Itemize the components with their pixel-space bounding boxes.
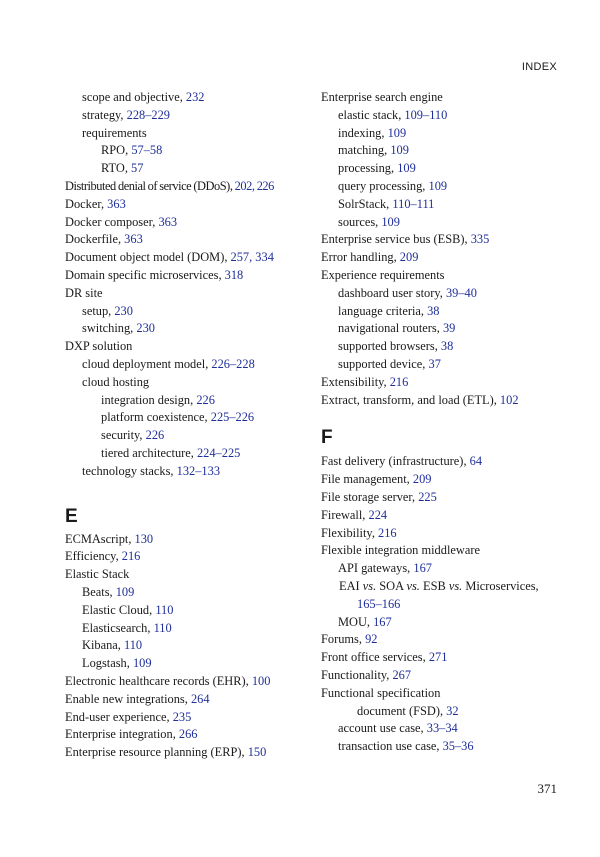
index-entry: Extensibility, 216 — [321, 374, 409, 389]
index-entry: Fast delivery (infrastructure), 64 — [321, 454, 483, 469]
page-link[interactable]: 109 — [387, 125, 407, 140]
index-entry: account use case, 33–34 — [338, 721, 458, 736]
page-link[interactable]: 92 — [365, 632, 378, 647]
page-link[interactable]: 109 — [397, 161, 416, 176]
index-entry: End-user experience, 235 — [65, 709, 192, 724]
page-link[interactable]: 109 — [428, 178, 448, 193]
page-link[interactable]: 37 — [428, 356, 441, 371]
page-link[interactable]: 202, 226 — [234, 178, 274, 193]
index-entry: RPO, 57–58 — [101, 143, 163, 158]
page-link[interactable]: 228–229 — [126, 107, 170, 122]
index-entry: API gateways, 167 — [338, 561, 432, 576]
page-link[interactable]: 32 — [446, 703, 459, 718]
index-entry: scope and objective, 232 — [82, 90, 205, 104]
page-link[interactable]: 335 — [470, 232, 490, 247]
index-entry: processing, 109 — [338, 161, 416, 176]
page-link[interactable]: 209 — [412, 472, 432, 487]
index-entry: Beats, 109 — [82, 584, 135, 599]
index-entry: Kibana, 110 — [82, 638, 143, 653]
page-link[interactable]: 232 — [185, 90, 205, 104]
index-entry: requirements — [82, 125, 147, 140]
page-link[interactable]: 57–58 — [131, 143, 163, 158]
page-link[interactable]: 230 — [136, 321, 155, 336]
index-entry: DXP solution — [65, 339, 133, 354]
index-entry: matching, 109 — [338, 143, 409, 158]
index-entry: setup, 230 — [82, 303, 133, 318]
index-entry: Electronic healthcare records (EHR), 100 — [65, 673, 271, 688]
index-entry: document (FSD), 32 — [357, 703, 459, 718]
page-link[interactable]: 216 — [121, 549, 141, 564]
page-link[interactable]: 33–34 — [426, 721, 458, 736]
page-link[interactable]: 363 — [158, 214, 178, 229]
index-entry: File management, 209 — [321, 472, 432, 487]
index-entry: Enterprise integration, 266 — [65, 727, 198, 742]
page-link[interactable]: 318 — [224, 267, 244, 282]
index-entry: Enterprise service bus (ESB), 335 — [321, 232, 490, 247]
index-entry: Efficiency, 216 — [65, 549, 141, 564]
index-entry: platform coexistence, 225–226 — [101, 410, 255, 425]
index-entry: Forums, 92 — [321, 632, 378, 647]
page-link[interactable]: 165–166 — [357, 596, 401, 611]
index-entry: Extract, transform, and load (ETL), 102 — [321, 392, 519, 407]
page-link[interactable]: 110 — [153, 620, 172, 635]
index-entry: dashboard user story, 39–40 — [338, 285, 477, 300]
page-link[interactable]: 224–225 — [196, 445, 241, 460]
index-entry: navigational routers, 39 — [338, 321, 456, 336]
page-link[interactable]: 226 — [145, 428, 165, 443]
index-entry: Domain specific microservices, 318 — [65, 267, 244, 282]
page-link[interactable]: 100 — [251, 673, 271, 688]
index-entry: Functionality, 267 — [321, 667, 412, 682]
index-entry: RTO, 57 — [101, 161, 144, 176]
index-entry: Docker composer, 363 — [65, 214, 178, 229]
index-entry: Experience requirements — [321, 267, 445, 282]
index-entry: File storage server, 225 — [321, 489, 437, 504]
page-link[interactable]: 225–226 — [210, 410, 255, 425]
index-entry: Enterprise search engine — [321, 90, 443, 104]
page-link[interactable]: 110 — [123, 638, 143, 653]
page-link[interactable]: 225 — [418, 489, 437, 504]
section-letter-e: E — [65, 505, 78, 527]
page-link[interactable]: 226 — [196, 392, 215, 407]
index-entry: indexing, 109 — [338, 125, 407, 140]
index-column-left — [65, 89, 305, 762]
page-link[interactable]: 267 — [392, 667, 412, 682]
page-link[interactable]: 363 — [107, 196, 126, 211]
page-link[interactable]: 39 — [442, 321, 456, 336]
index-entry: Document object model (DOM), 257, 334 — [65, 250, 274, 265]
index-entry: DR site — [65, 285, 103, 300]
page-link[interactable]: 102 — [499, 392, 519, 407]
index-entry: transaction use case, 35–36 — [338, 739, 474, 754]
page-link[interactable]: 109 — [381, 214, 400, 229]
index-entry: switching, 230 — [82, 321, 155, 336]
index-entry: SolrStack, 110–111 — [338, 196, 435, 211]
index-entry: elastic stack, 109–110 — [338, 107, 448, 122]
index-entry: query processing, 109 — [338, 178, 448, 193]
page-link[interactable]: 64 — [469, 454, 483, 469]
index-entry: Docker, 363 — [65, 196, 126, 211]
page-link[interactable]: 257, 334 — [230, 250, 274, 265]
page-link[interactable]: 57 — [131, 161, 144, 176]
page-link[interactable]: 130 — [134, 531, 154, 546]
page-link[interactable]: 132–133 — [176, 463, 221, 478]
index-entry: cloud deployment model, 226–228 — [82, 356, 255, 371]
page-link[interactable]: 150 — [247, 745, 267, 760]
page-link[interactable]: 38 — [427, 303, 440, 318]
index-entry: MOU, 167 — [338, 614, 392, 629]
page-link[interactable]: 109 — [132, 656, 152, 671]
page-link[interactable]: 39–40 — [445, 285, 477, 300]
index-entry: ECMAscript, 130 — [65, 531, 154, 546]
section-letter-f: F — [321, 427, 333, 449]
index-entry: Enable new integrations, 264 — [65, 691, 210, 706]
running-header: INDEX — [521, 61, 557, 73]
page-link[interactable]: 109 — [390, 143, 409, 158]
page-link[interactable]: 230 — [114, 303, 133, 318]
page-link[interactable]: 264 — [190, 691, 210, 706]
page-link[interactable]: 216 — [389, 374, 409, 389]
index-entry: supported browsers, 38 — [338, 339, 454, 354]
index-entry: cloud hosting — [82, 374, 150, 389]
page-link[interactable]: 109 — [115, 584, 135, 599]
index-entry: Dockerfile, 363 — [65, 232, 143, 247]
page-link[interactable]: 235 — [172, 709, 192, 724]
page-link[interactable]: 167 — [373, 614, 392, 629]
index-entry: technology stacks, 132–133 — [82, 463, 221, 478]
page-link[interactable]: 271 — [428, 650, 448, 665]
index-entry: language criteria, 38 — [338, 303, 440, 318]
index-entry: Elastic Cloud, 110 — [82, 602, 174, 617]
index-entry: sources, 109 — [338, 214, 400, 229]
index-entry: Flexibility, 216 — [321, 525, 397, 540]
index-entry: Enterprise resource planning (ERP), 150 — [65, 745, 267, 760]
page-link[interactable]: 110 — [155, 602, 174, 617]
index-entry: Error handling, 209 — [321, 250, 419, 265]
index-entry: security, 226 — [101, 428, 165, 443]
page-link[interactable]: 35–36 — [442, 739, 474, 754]
page-link[interactable]: 38 — [440, 339, 454, 354]
page-number: 371 — [537, 781, 557, 796]
index-entry: Distributed denial of service (DDoS), 202, 226 — [65, 178, 274, 193]
page-link[interactable]: 109–110 — [404, 107, 448, 122]
index-entry: Functional specification — [321, 685, 441, 700]
index-entry: Front office services, 271 — [321, 650, 448, 665]
index-entry: integration design, 226 — [101, 392, 215, 407]
index-entry: EAI vs. SOA vs. ESB vs. Microservices, 165–166 — [339, 578, 539, 611]
page-link[interactable]: 216 — [378, 525, 397, 540]
index-entry: Firewall, 224 — [321, 507, 388, 522]
index-entry: tiered architecture, 224–225 — [101, 445, 241, 460]
page-link[interactable]: 226–228 — [211, 356, 255, 371]
index-entry: Logstash, 109 — [82, 656, 152, 671]
index-entry: Elasticsearch, 110 — [82, 620, 172, 635]
page-link[interactable]: 110–111 — [392, 196, 435, 211]
page-link[interactable]: 209 — [399, 250, 419, 265]
page-link[interactable]: 363 — [124, 232, 143, 247]
index-entry: Flexible integration middleware — [321, 543, 480, 558]
index-entry: Elastic Stack — [65, 567, 130, 582]
index-entry: strategy, 228–229 — [82, 107, 170, 122]
page-link[interactable]: 266 — [178, 727, 198, 742]
index-column-right — [321, 89, 561, 756]
index-entry: supported device, 37 — [338, 356, 441, 371]
page-link[interactable]: 167 — [413, 561, 432, 576]
page-link[interactable]: 224 — [368, 507, 388, 522]
